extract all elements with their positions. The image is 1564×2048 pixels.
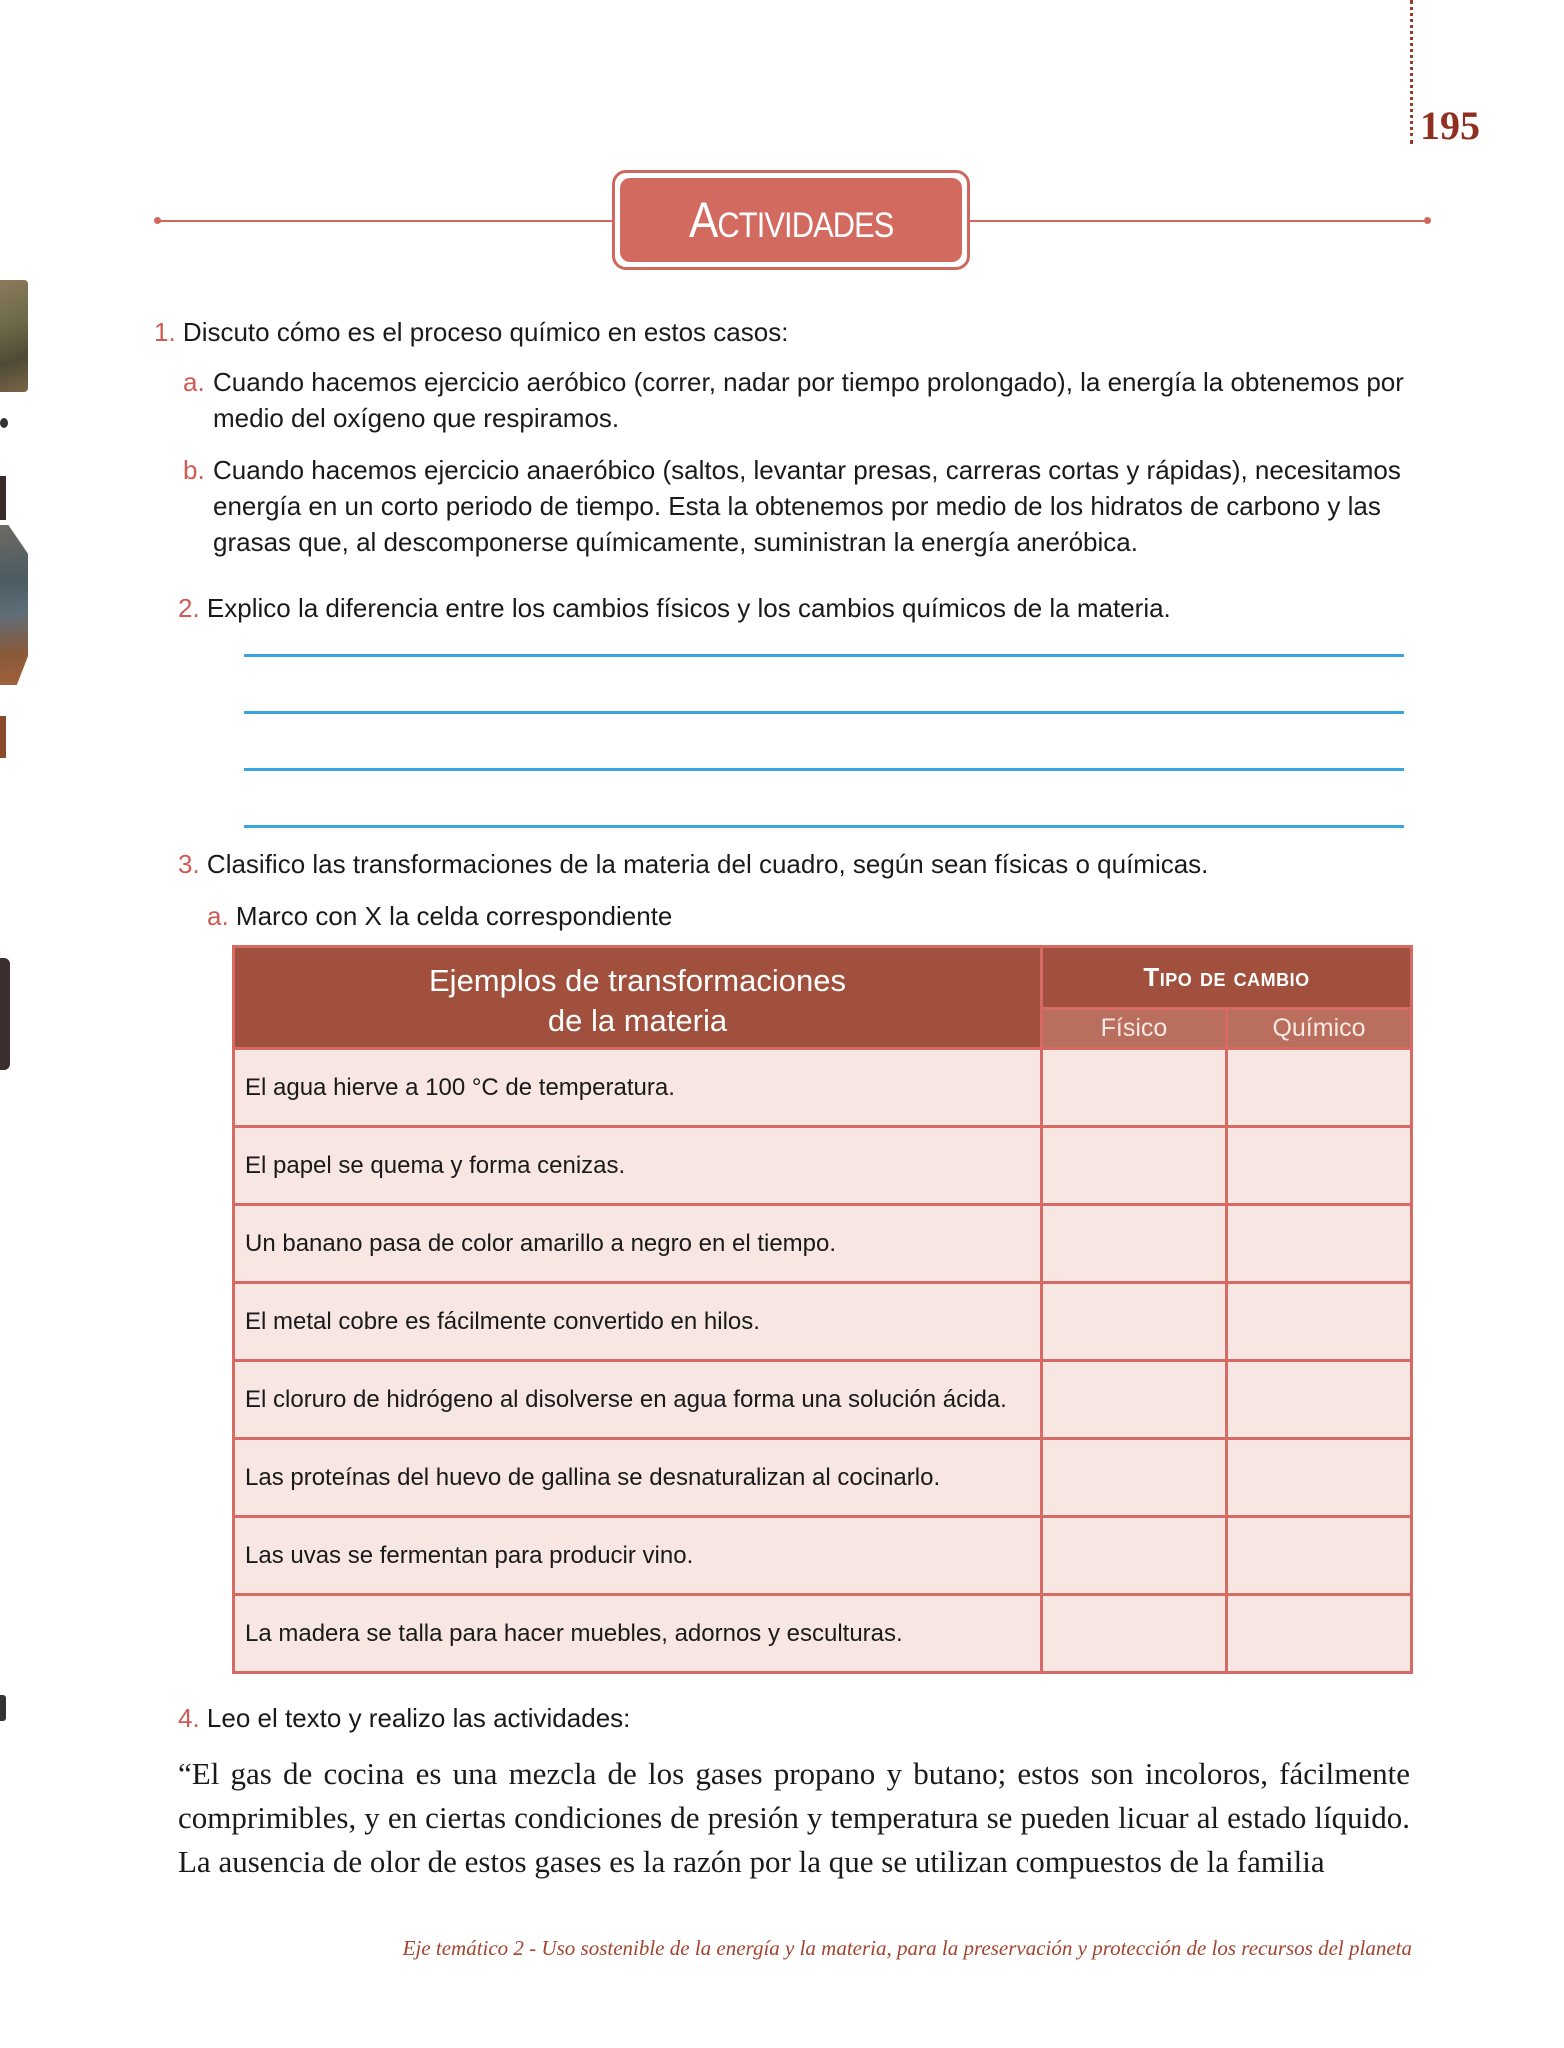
edge-photo-fragment — [0, 958, 10, 1070]
margin-dotted-rule — [1410, 0, 1413, 144]
example-cell: El agua hierve a 100 °C de temperatura. — [234, 1049, 1042, 1127]
example-cell: El metal cobre es fácilmente convertido en hilos. — [234, 1283, 1042, 1361]
item-text: Cuando hacemos ejercicio aeróbico (correr, nadar por tiempo prolongado), la energía la obtenemos por medio del oxígeno que respiramos. — [213, 367, 1404, 433]
header-fisico: Físico — [1042, 1009, 1227, 1049]
header-rule-dot — [1424, 217, 1431, 224]
quimico-cell[interactable] — [1227, 1439, 1412, 1517]
table-row — [234, 1439, 1412, 1517]
quimico-cell[interactable] — [1227, 1127, 1412, 1205]
activity-4 — [178, 1700, 630, 1736]
header-rule — [968, 220, 1428, 222]
quimico-cell[interactable] — [1227, 1205, 1412, 1283]
item-text: Cuando hacemos ejercicio anaeróbico (saltos, levantar presas, carreras cortas y rápidas), necesitamos energía en un corto periodo de tiempo. Esta la obtenemos por medio de los hidratos de carbono y las grasas que, al descomponerse químicamente, suministran la energía anerόbica. — [213, 455, 1401, 557]
table-row — [234, 1127, 1412, 1205]
item-letter: a. — [207, 901, 229, 931]
activity-prompt: Leo el texto y realizo las actividades: — [206, 1703, 631, 1733]
item-text: Marco con X la celda correspondiente — [235, 901, 673, 931]
fisico-cell[interactable] — [1042, 1049, 1227, 1127]
activity-number: 4. — [178, 1703, 200, 1733]
header-examples — [234, 947, 1042, 1049]
activity-prompt: Discuto cómo es el proceso químico en estos casos: — [182, 317, 789, 347]
quimico-cell[interactable] — [1227, 1049, 1412, 1127]
example-cell: El papel se quema y forma cenizas. — [234, 1127, 1042, 1205]
activity-1b — [183, 452, 1443, 560]
edge-photo-fragment — [0, 716, 6, 758]
activity-2 — [178, 590, 1171, 626]
item-letter: a. — [183, 367, 205, 397]
answer-line[interactable] — [244, 825, 1404, 828]
table-row — [234, 1517, 1412, 1595]
table-row — [234, 1595, 1412, 1673]
example-cell: El cloruro de hidrógeno al disolverse en agua forma una solución ácida. — [234, 1361, 1042, 1439]
page-number: 195 — [1420, 103, 1480, 148]
edge-photo-fragment — [0, 280, 28, 392]
quimico-cell[interactable] — [1227, 1283, 1412, 1361]
answer-line[interactable] — [244, 711, 1404, 714]
section-title-badge — [620, 178, 962, 262]
activity-1a — [183, 364, 1443, 436]
edge-photo-fragment — [0, 1695, 6, 1721]
header-quimico: Químico — [1227, 1009, 1412, 1049]
item-letter: b. — [183, 455, 205, 485]
activity-prompt: Explico la diferencia entre los cambios físicos y los cambios químicos de la materia. — [206, 593, 1171, 623]
fisico-cell[interactable] — [1042, 1361, 1227, 1439]
example-cell: Las proteínas del huevo de gallina se desnaturalizan al cocinarlo. — [234, 1439, 1042, 1517]
edge-photo-fragment — [0, 525, 28, 685]
classification-table — [232, 945, 1413, 1674]
quimico-cell[interactable] — [1227, 1595, 1412, 1673]
activity-prompt: Clasifico las transformaciones de la materia del cuadro, según sean físicas o químicas. — [206, 849, 1209, 879]
answer-line[interactable] — [244, 768, 1404, 771]
quimico-cell[interactable] — [1227, 1361, 1412, 1439]
fisico-cell[interactable] — [1042, 1517, 1227, 1595]
activity-3 — [178, 846, 1208, 882]
activity-number: 3. — [178, 849, 200, 879]
page-footer: Eje temático 2 - Uso sostenible de la energía y la materia, para la preservación y protección de los recursos del planeta — [402, 1936, 1412, 1960]
edge-photo-fragment — [0, 418, 8, 428]
example-cell: Un banano pasa de color amarillo a negro en el tiempo. — [234, 1205, 1042, 1283]
example-cell: Las uvas se fermentan para producir vino. — [234, 1517, 1042, 1595]
fisico-cell[interactable] — [1042, 1595, 1227, 1673]
table-row — [234, 1361, 1412, 1439]
answer-line[interactable] — [244, 654, 1404, 657]
table-row — [234, 1049, 1412, 1127]
fisico-cell[interactable] — [1042, 1205, 1227, 1283]
section-title: Actividades — [688, 192, 894, 248]
fisico-cell[interactable] — [1042, 1439, 1227, 1517]
edge-photo-fragment — [0, 476, 6, 520]
table-row — [234, 1205, 1412, 1283]
header-rule — [156, 220, 616, 222]
header-examples-label: Ejemplos de transformaciones de la materia — [429, 963, 846, 1038]
activity-number: 1. — [154, 317, 176, 347]
table-row — [234, 1283, 1412, 1361]
example-cell: La madera se talla para hacer muebles, adornos y esculturas. — [234, 1595, 1042, 1673]
fisico-cell[interactable] — [1042, 1127, 1227, 1205]
reading-passage: “El gas de cocina es una mezcla de los gases propano y butano; estos son incoloros, fácilmente comprimibles, y en ciertas condiciones de presión y temperatura se pueden licuar al estado líquido. La ausencia de olor de estos gases es la razón por la que se utilizan compuestos de la familia — [178, 1756, 1410, 1879]
header-type: Tipo de cambio — [1042, 947, 1412, 1009]
activity-number: 2. — [178, 593, 200, 623]
fisico-cell[interactable] — [1042, 1283, 1227, 1361]
activity-3a — [207, 898, 672, 934]
activity-1 — [154, 314, 788, 350]
quimico-cell[interactable] — [1227, 1517, 1412, 1595]
